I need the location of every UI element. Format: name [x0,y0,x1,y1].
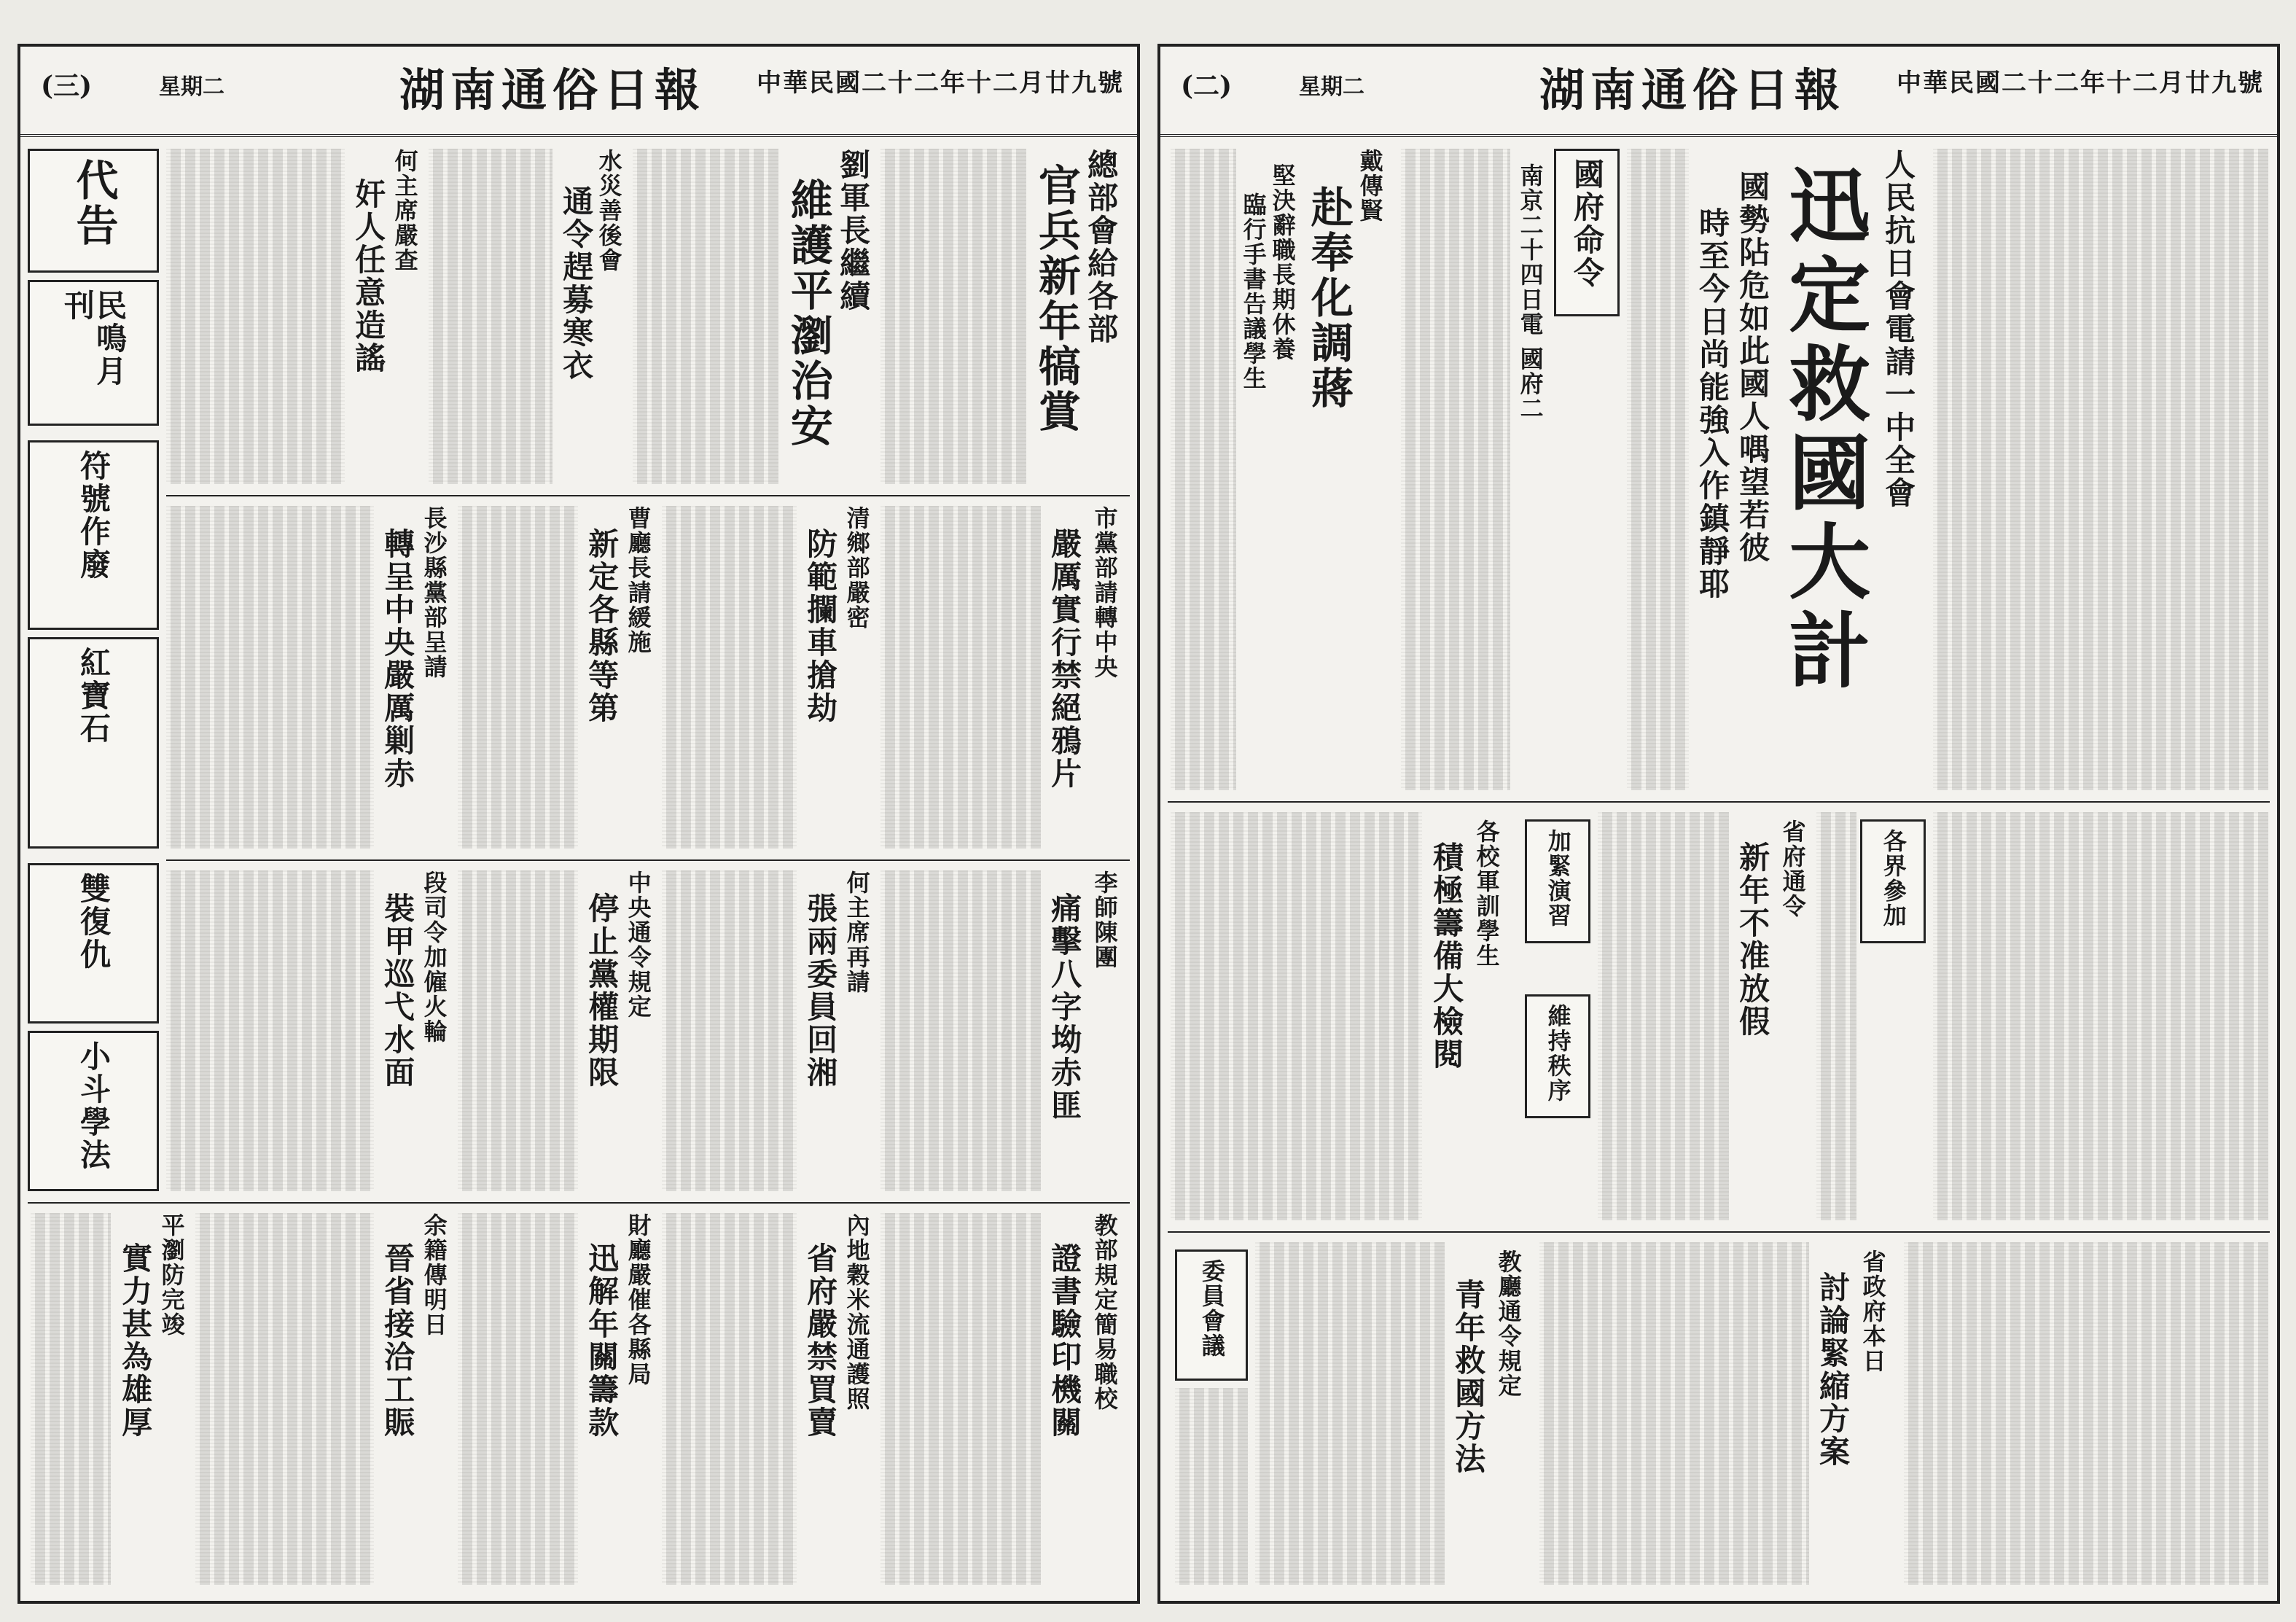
headline: 停止黨權期限 [584,892,620,1089]
issue-date: 中華民國二十二年十二月廿九號 [757,69,1124,98]
headline: 張兩委員回湘 [803,892,839,1089]
page-two [1157,44,2280,1604]
article-body [166,506,374,849]
ad-title: 代告 [69,158,119,249]
headline: 教廳通令規定 [1494,1249,1523,1398]
section-title: 加緊演習 [1544,829,1572,928]
page-number: (二) [1181,71,1233,101]
headline: 總部會給各部 [1083,149,1120,346]
article-body [429,149,552,484]
article-body [31,1213,111,1585]
article-body [1255,1242,1445,1585]
headline: 奸人任意造謠 [351,178,387,375]
section-box [1525,819,1590,943]
headline: 痛擊八字坳赤匪 [1047,892,1083,1122]
headline: 實力甚為雄厚 [117,1242,154,1439]
column-rule [166,495,1130,496]
article-body [1401,149,1510,790]
ad-title: 雙復仇 [76,873,112,971]
headline: 教部規定簡易職校 [1090,1213,1119,1411]
advertisement [28,863,159,1024]
article-body [166,870,374,1191]
headline: 各校軍訓學生 [1472,819,1501,968]
headline: 曹廳長請緩施 [624,506,652,655]
article-body [880,870,1041,1191]
headline: 何主席再請 [843,870,871,994]
ad-title: 紅寶石 [76,647,112,745]
paper-name: 湖南通俗日報 [1539,63,1846,117]
weekday: 星期二 [159,74,224,100]
masthead [1160,47,2277,137]
section-title: 維持秩序 [1544,1004,1572,1103]
headline: 內地穀米流通護照 [843,1213,871,1411]
section-box [1175,1249,1248,1381]
headline: 迅解年關籌款 [584,1242,620,1439]
headline: 防範攔車搶劫 [803,528,839,725]
advertisement [28,440,159,630]
headline: 嚴厲實行禁絕鴉片 [1047,528,1083,790]
ad-title: 小斗學法 [76,1040,112,1171]
subheadline: 堅決辭職長期休養 [1268,163,1297,362]
section-title: 各界參加 [1879,829,1908,928]
column-rule [166,859,1130,861]
article-body [880,149,1026,484]
headline: 長沙縣黨部呈請 [420,506,448,679]
headline: 裝甲巡弋水面 [380,892,416,1089]
headline: 維護平瀏治安 [783,178,833,449]
advertisement [28,1031,159,1191]
article-body [1175,1388,1248,1585]
section-box [1525,994,1590,1118]
article-body [458,506,578,849]
article-body [1598,812,1729,1220]
dateline: 南京二十四日電 國府二 [1516,163,1545,421]
headline: 省政府本日 [1859,1249,1887,1373]
column-rule [28,1202,1130,1204]
article-body [1171,812,1422,1220]
column-rule [1168,1231,2270,1233]
section-title: 國府命令 [1569,158,1606,289]
headline: 時至今日尚能強入作鎮靜耶 [1695,207,1731,601]
headline: 人民抗日會電請一中全會 [1881,149,1917,510]
article-body [458,1213,578,1585]
headline: 水災善後會 [595,149,623,273]
headline: 新定各縣等第 [584,528,620,725]
article-body [458,870,578,1191]
advertisement [28,280,159,426]
article-body [1933,149,2268,790]
headline: 財廳嚴催各縣局 [624,1213,652,1387]
article-body [662,1213,797,1585]
headline: 平瀏防完竣 [157,1213,186,1337]
headline: 省府通令 [1778,819,1807,919]
advertisement [28,149,159,273]
headline: 新年不准放假 [1735,841,1771,1038]
headline: 戴傳賢 [1356,149,1384,223]
article-body [880,1213,1041,1585]
article-body [1171,149,1236,790]
headline: 劉軍長繼續 [835,149,872,313]
headline: 晉省接洽工賑 [380,1242,416,1439]
article-body [633,149,778,484]
headline: 國勢阽危如此國人喁望若彼 [1735,171,1771,564]
issue-date: 中華民國二十二年十二月廿九號 [1897,69,2264,98]
weekday: 星期二 [1299,74,1364,100]
advertisement [28,637,159,849]
article-body [1904,1242,2268,1585]
paper-name: 湖南通俗日報 [399,63,706,117]
subheadline: 臨行手書告議學生 [1239,192,1268,391]
article-body [1933,812,2268,1220]
headline: 省府嚴禁買賣 [803,1242,839,1439]
headline: 清鄉部嚴密 [843,506,871,630]
page-number: (三) [41,71,93,101]
masthead [20,47,1137,137]
article-body [662,506,797,849]
headline: 中央通令規定 [624,870,652,1019]
column-rule [1168,801,2270,803]
article-body [1539,1242,1809,1585]
article-body [1627,149,1689,790]
headline: 何主席嚴查 [391,149,419,273]
headline: 余籍傳明日 [420,1213,448,1337]
headline: 轉呈中央嚴厲剿赤 [380,528,416,790]
headline: 討論緊縮方案 [1815,1271,1851,1468]
article-body [166,149,345,484]
headline: 通令趕募寒衣 [558,185,595,382]
section-box [1860,819,1926,943]
section-title: 委員會議 [1198,1259,1226,1358]
lead-headline: 迅定救國大計 [1775,163,1871,697]
headline: 證書驗印機關 [1047,1242,1083,1439]
headline: 官兵新年犒賞 [1031,163,1081,434]
article-body [662,870,797,1191]
headline: 市黨部請轉中央 [1090,506,1119,679]
article-body [1816,812,1856,1220]
ad-title: 符號作廢 [76,450,112,581]
article-body [195,1213,374,1585]
ad-title: 民鳴月刊 [60,289,128,388]
headline: 積極籌備大檢閱 [1429,841,1465,1071]
headline: 段司令加僱火輪 [420,870,448,1044]
page-three [17,44,1140,1604]
headline: 赴奉化調蔣 [1303,185,1354,411]
article-body [880,506,1041,849]
national-govt-orders-box [1554,149,1620,316]
headline: 李師陳團 [1090,870,1119,970]
headline: 青年救國方法 [1450,1279,1487,1475]
